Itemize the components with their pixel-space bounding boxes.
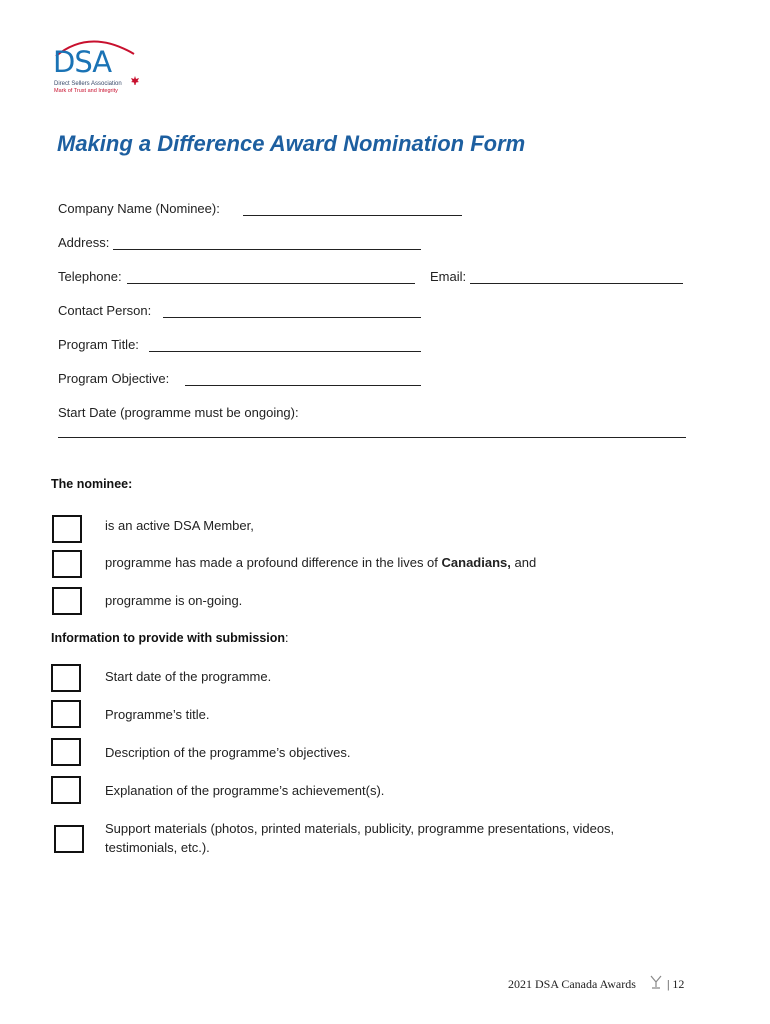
checkbox-start-date[interactable]	[51, 664, 81, 692]
checkbox-active-member[interactable]	[52, 515, 82, 543]
logo-mark: DSA	[53, 45, 112, 79]
checkbox-profound-difference[interactable]	[52, 550, 82, 578]
start-date-input-line[interactable]	[58, 437, 686, 438]
info-item-objectives: Description of the programme’s objectives.	[105, 745, 351, 760]
award-icon	[649, 975, 663, 989]
checkbox-objectives[interactable]	[51, 738, 81, 766]
checkbox-achievements[interactable]	[51, 776, 81, 804]
address-label: Address:	[58, 235, 110, 250]
email-label: Email:	[430, 269, 467, 284]
program-title-label: Program Title:	[58, 337, 139, 352]
company-name-input-line[interactable]	[243, 215, 462, 216]
nominee-item-text: programme has made a profound difference in the lives of	[105, 555, 442, 570]
info-item-start-date: Start date of the programme.	[105, 669, 272, 684]
info-item-achievements: Explanation of the programme’s achievement(s).	[105, 783, 385, 798]
canadians-emphasis: Canadians,	[441, 555, 511, 570]
info-heading-text: Information to provide with submission	[51, 631, 286, 645]
telephone-label: Telephone:	[58, 269, 122, 284]
nominee-item-ongoing: programme is on-going.	[105, 593, 243, 608]
page-number: | 12	[667, 977, 685, 991]
program-objective-label: Program Objective:	[58, 371, 170, 386]
company-name-label: Company Name (Nominee):	[58, 201, 220, 216]
nominee-item-active-member: is an active DSA Member,	[105, 518, 254, 533]
info-heading	[51, 631, 289, 645]
logo-tagline: Mark of Trust and Integrity	[54, 88, 118, 94]
form-title: Making a Difference Award Nomination Form	[57, 131, 526, 156]
nominee-item-profound-difference	[105, 555, 536, 570]
start-date-label: Start Date (programme must be ongoing):	[58, 405, 299, 420]
info-item-support-materials: Support materials (photos, printed materials, publicity, programme presentations, videos,	[105, 821, 615, 836]
info-item-support-materials-cont: testimonials, etc.).	[105, 840, 210, 855]
nominee-item-text-end: and	[510, 555, 537, 570]
program-objective-input-line[interactable]	[185, 385, 421, 386]
checkbox-programme-title[interactable]	[51, 700, 81, 728]
info-heading-colon: :	[285, 631, 289, 645]
footer-awards-text: 2021 DSA Canada Awards	[508, 977, 636, 991]
checkbox-ongoing[interactable]	[52, 587, 82, 615]
contact-person-label: Contact Person:	[58, 303, 152, 318]
email-input-line[interactable]	[470, 283, 683, 284]
nominee-heading: The nominee:	[51, 477, 133, 491]
program-title-input-line[interactable]	[149, 351, 421, 352]
contact-person-input-line[interactable]	[163, 317, 421, 318]
address-input-line[interactable]	[113, 249, 421, 250]
info-item-programme-title: Programme’s title.	[105, 707, 210, 722]
maple-leaf-icon	[130, 76, 140, 86]
telephone-input-line[interactable]	[127, 283, 415, 284]
logo-association-name: Direct Sellers Association	[54, 81, 122, 87]
checkbox-support-materials[interactable]	[54, 825, 84, 853]
dsa-logo	[50, 34, 150, 104]
